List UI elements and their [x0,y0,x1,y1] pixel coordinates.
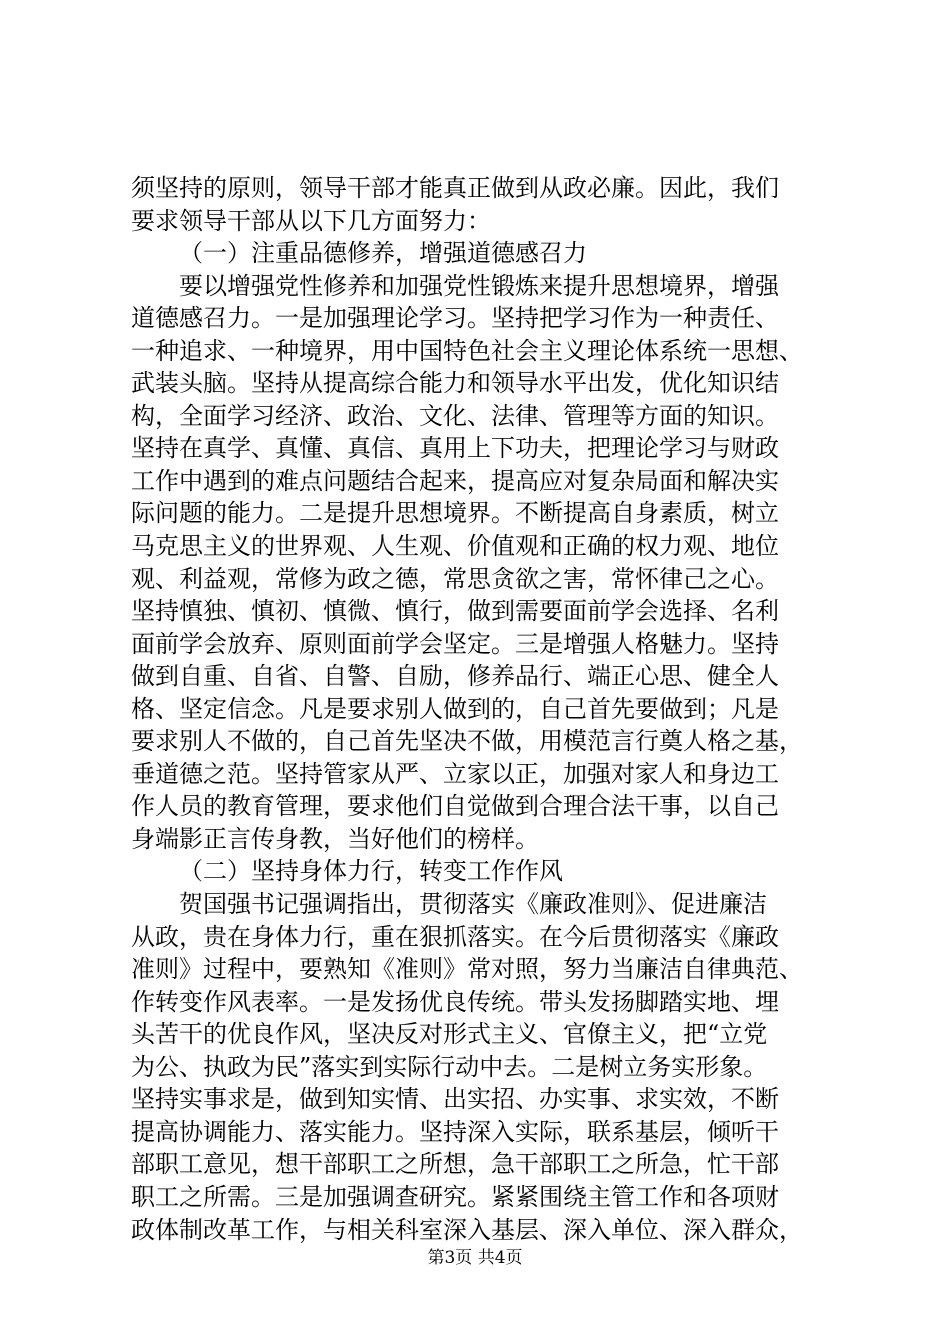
text-line: 职工之所需。三是加强调查研究。紧紧围绕主管工作和各项财 [131,1182,779,1211]
text-line: 观、利益观，常修为政之德，常思贪欲之害，常怀律己之心。 [131,564,779,593]
text-line: 要求领导干部从以下几方面努力： [131,206,491,235]
text-line: 构，全面学习经济、政治、文化、法律、管理等方面的知识。 [131,401,779,430]
text-line: 坚持慎独、慎初、慎微、慎行，做到需要面前学会选择、名利 [131,597,779,626]
text-line: 一种追求、一种境界，用中国特色社会主义理论体系统一思想、 [131,336,803,365]
text-line: 提高协调能力、落实能力。坚持深入实际，联系基层，倾听干 [131,1117,779,1146]
text-line: 政体制改革工作，与相关科室深入基层、深入单位、深入群众， [131,1215,803,1244]
text-line: （二）坚持身体力行，转变工作作风 [179,857,563,886]
text-line: 须坚持的原则，领导干部才能真正做到从政必廉。因此，我们 [131,174,779,202]
text-line: 垂道德之范。坚持管家从严、立家以正，加强对家人和身边工 [131,759,779,788]
text-line: 马克思主义的世界观、人生观、价值观和正确的权力观、地位 [131,532,779,561]
text-line: 面前学会放弃、原则面前学会坚定。三是增强人格魅力。坚持 [131,629,779,658]
text-line: 作转变作风表率。一是发扬优良传统。带头发扬脚踏实地、埋 [131,987,779,1016]
document-body [131,172,831,1246]
text-line: 身端影正言传身教，当好他们的榜样。 [131,824,539,853]
text-line: 头苦干的优良作风，坚决反对形式主义、官僚主义，把“立党 [131,1020,768,1049]
text-line: 道德感召力。一是加强理论学习。坚持把学习作为一种责任、 [131,304,779,333]
text-line: 要以增强党性修养和加强党性锻炼来提升思想境界，增强 [179,271,779,300]
text-line: 要求别人不做的，自己首先坚决不做，用模范言行奠人格之基， [131,727,803,756]
text-line: 作人员的教育管理，要求他们自觉做到合理合法干事，以自己 [131,792,779,821]
text-line: 为公、执政为民”落实到实际行动中去。二是树立务实形象。 [131,1052,768,1081]
page-footer: 第3页 共4页 [427,1248,523,1268]
text-line: 从政，贵在身体力行，重在狠抓落实。在今后贯彻落实《廉政 [131,922,779,951]
text-line: 部职工意见，想干部职工之所想，急干部职工之所急，忙干部 [131,1150,779,1179]
text-line: 贺国强书记强调指出，贯彻落实《廉政准则》、促进廉洁 [179,890,767,919]
text-line: （一）注重品德修养，增强道德感召力 [179,239,587,268]
text-line: 坚持在真学、真懂、真信、真用上下功夫，把理论学习与财政 [131,434,779,463]
text-line: 际问题的能力。二是提升思想境界。不断提高自身素质，树立 [131,499,779,528]
text-line: 武装头脑。坚持从提高综合能力和领导水平出发，优化知识结 [131,369,779,398]
text-line: 格、坚定信念。凡是要求别人做到的，自己首先要做到；凡是 [131,694,779,723]
text-line: 坚持实事求是，做到知实情、出实招、办实事、求实效，不断 [131,1085,779,1114]
text-line: 准则》过程中，要熟知《准则》常对照，努力当廉洁自律典范、 [131,955,803,984]
text-line: 工作中遇到的难点问题结合起来，提高应对复杂局面和解决实 [131,466,779,495]
text-line: 做到自重、自省、自警、自励，修养品行、端正心思、健全人 [131,662,779,691]
